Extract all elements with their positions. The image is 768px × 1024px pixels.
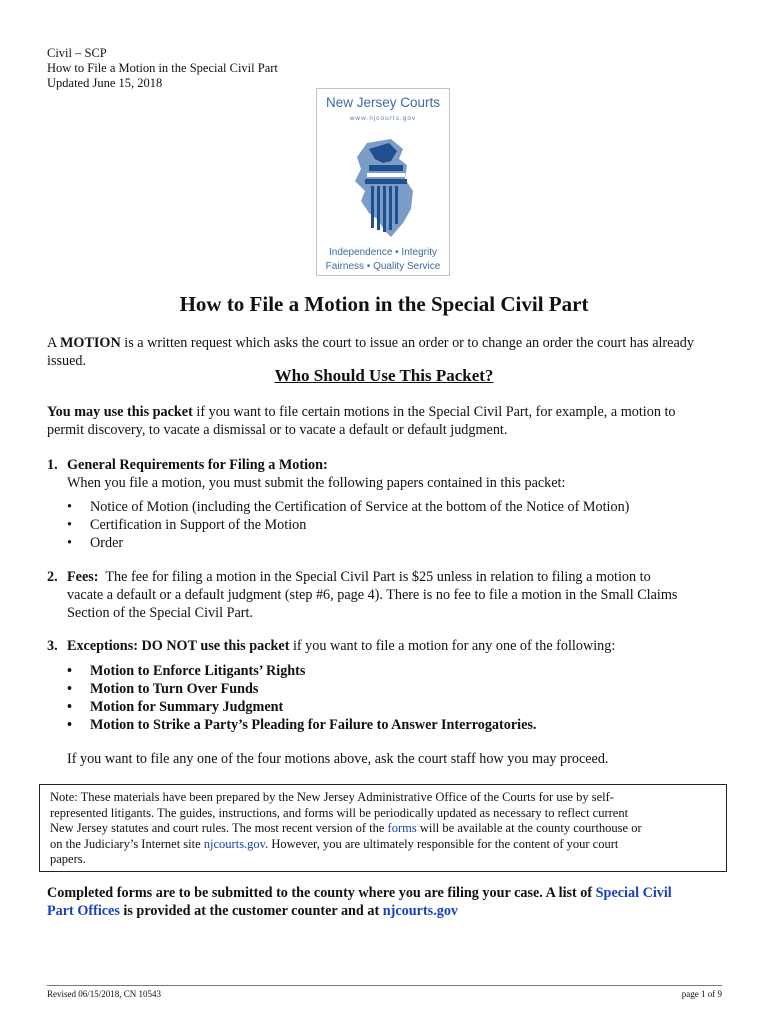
intro-text: is a written request which asks the court to issue an order or to change an order the court has already issued. bbox=[47, 335, 694, 369]
logo-tagline-1: Independence • Integrity bbox=[328, 247, 438, 258]
item-3-heading: Exceptions: DO NOT use this packet bbox=[67, 638, 290, 654]
item-3-after-text: If you want to file any one of the four motions above, ask the court staff how you may proceed. bbox=[67, 751, 609, 767]
logo-title: New Jersey Courts bbox=[325, 95, 441, 110]
bullet-text: Motion for Summary Judgment bbox=[90, 699, 284, 715]
list-item: • Order bbox=[67, 535, 124, 551]
completed-text-2: is provided at the customer counter and at bbox=[119, 903, 383, 919]
header-line-1: Civil – SCP bbox=[47, 46, 107, 60]
who-text-2: permit discovery, to vacate a dismissal or to vacate a default or default judgment. bbox=[47, 422, 508, 438]
list-item: • Motion to Enforce Litigants’ Rights bbox=[67, 663, 306, 679]
bullet-text: Order bbox=[90, 535, 124, 551]
bullet-text: Motion to Strike a Party’s Pleading for Failure to Answer Interrogatories. bbox=[90, 717, 537, 733]
who-bold: You may use this packet bbox=[47, 404, 193, 420]
who-paragraph bbox=[47, 403, 727, 439]
item-3-bullets bbox=[67, 662, 707, 734]
item-2-text-1: The fee for filing a motion in the Special Civil Part is $25 unless in relation to filing a motion to bbox=[105, 569, 651, 585]
completed-forms-paragraph bbox=[47, 884, 727, 920]
item-number: 1. bbox=[47, 457, 58, 473]
item-1-text: When you file a motion, you must submit the following papers contained in this packet: bbox=[67, 475, 566, 491]
item-3-text: if you want to file a motion for any one of the following: bbox=[289, 638, 616, 654]
list-item-2 bbox=[47, 568, 727, 622]
njcourts-gov-link[interactable]: njcourts.gov bbox=[382, 903, 459, 919]
note-line-3-text: New Jersey statutes and court rules. The most recent version of the bbox=[50, 821, 388, 835]
item-1-heading: General Requirements for Filing a Motion: bbox=[67, 457, 328, 473]
nj-courts-logo bbox=[316, 88, 450, 276]
document-header bbox=[47, 46, 278, 91]
header-line-3: Updated June 15, 2018 bbox=[47, 76, 163, 90]
intro-motion-term: MOTION bbox=[60, 335, 121, 351]
note-line-5: papers. bbox=[50, 852, 86, 866]
intro-prefix: A bbox=[47, 335, 61, 351]
note-line-4-text: on the Judiciary’s Internet site bbox=[50, 836, 204, 851]
footer-page-number: page 1 of 9 bbox=[681, 989, 722, 999]
special-civil-part-offices-link-cont[interactable]: Part Offices bbox=[47, 903, 120, 919]
item-2-heading: Fees: bbox=[67, 569, 99, 585]
list-item-1 bbox=[47, 456, 727, 492]
header-line-2: How to File a Motion in the Special Civil Part bbox=[47, 61, 278, 75]
nj-state-column-icon bbox=[347, 135, 421, 239]
item-2-text-3: Section of the Special Civil Part. bbox=[67, 605, 253, 621]
footer-revision: Revised 06/15/2018, CN 10543 bbox=[47, 989, 161, 999]
list-item: • Motion to Turn Over Funds bbox=[67, 681, 259, 697]
note-line-1: Note: These materials have been prepared by the New Jersey Administrative Office of the Courts for use by self- bbox=[50, 790, 614, 804]
note-line-3-text-end: will be available at the county courthouse or bbox=[416, 821, 642, 835]
forms-link[interactable]: forms bbox=[387, 821, 417, 835]
item-2-text-2: vacate a default or a default judgment (step #6, page 4). There is no fee to file a motion in the Small Claims bbox=[67, 587, 678, 603]
list-item: • Motion to Strike a Party’s Pleading for Failure to Answer Interrogatories. bbox=[67, 717, 537, 733]
list-item: • Notice of Motion (including the Certification of Service at the bottom of the Notice of Motion) bbox=[67, 499, 630, 515]
note-line-2: represented litigants. The guides, instructions, and forms will be periodically updated as necessary to reflect current bbox=[50, 805, 629, 820]
footer-divider bbox=[47, 985, 722, 986]
list-item: • Certification in Support of the Motion bbox=[67, 517, 307, 533]
bullet-text: Certification in Support of the Motion bbox=[90, 517, 307, 533]
completed-text-1: Completed forms are to be submitted to the county where you are filing your case. A list of bbox=[47, 885, 596, 901]
logo-url: www.njcourts.gov bbox=[349, 115, 417, 122]
document-title: How to File a Motion in the Special Civil Part bbox=[179, 292, 589, 316]
njcourts-link[interactable]: njcourts.gov bbox=[203, 836, 266, 851]
item-number: 3. bbox=[47, 638, 58, 654]
note-line-4-text-end: . However, you are ultimately responsible for the content of your court bbox=[265, 836, 619, 851]
intro-paragraph bbox=[47, 334, 727, 370]
bullet-text: Motion to Enforce Litigants’ Rights bbox=[90, 663, 306, 679]
bullet-text: Notice of Motion (including the Certification of Service at the bottom of the Notice of Motion) bbox=[90, 499, 630, 515]
who-text-1: if you want to file certain motions in the Special Civil Part, for example, a motion to bbox=[192, 404, 676, 420]
bullet-text: Motion to Turn Over Funds bbox=[90, 681, 259, 697]
list-item-3 bbox=[47, 637, 727, 655]
special-civil-part-offices-link[interactable]: Special Civil bbox=[595, 885, 672, 901]
item-number: 2. bbox=[47, 569, 58, 585]
list-item: • Motion for Summary Judgment bbox=[67, 699, 284, 715]
section-heading: Who Should Use This Packet? bbox=[274, 366, 494, 385]
note-box bbox=[39, 784, 727, 872]
logo-tagline-2: Fairness • Quality Service bbox=[325, 261, 441, 272]
item-1-bullets bbox=[67, 498, 707, 552]
